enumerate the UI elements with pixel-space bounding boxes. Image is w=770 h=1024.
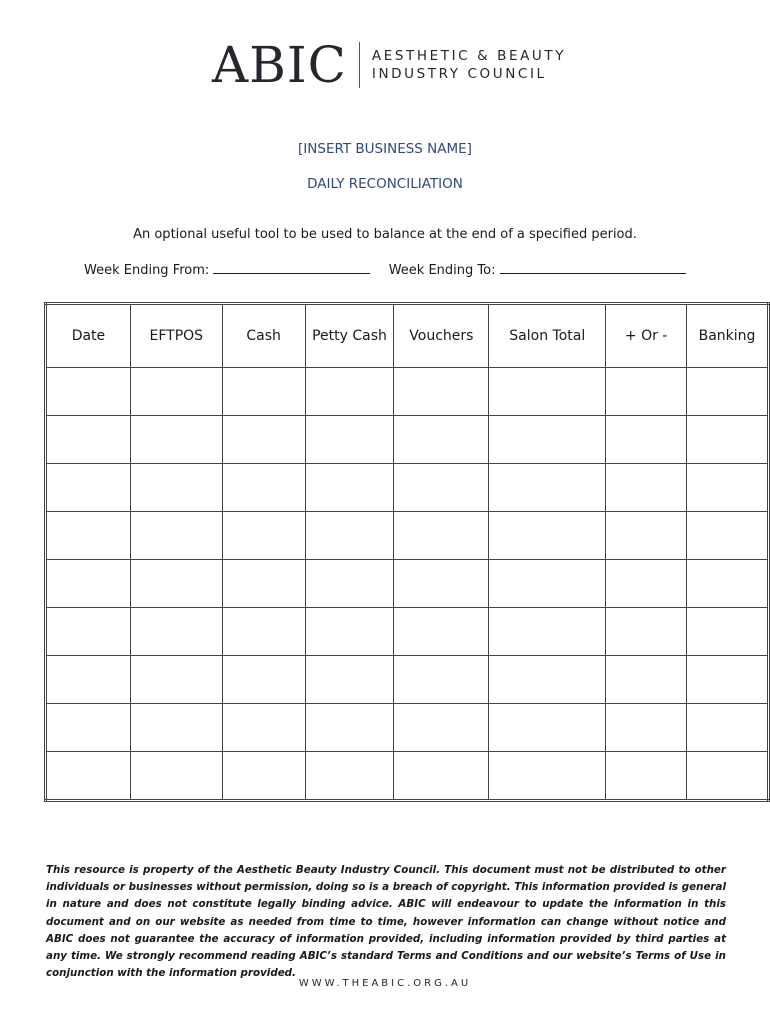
table-cell[interactable]: [687, 656, 769, 704]
table-cell[interactable]: [305, 752, 394, 801]
table-cell[interactable]: [130, 464, 222, 512]
table-cell[interactable]: [46, 656, 131, 704]
week-to-label: Week Ending To:: [388, 263, 496, 278]
week-from-field[interactable]: [213, 261, 370, 274]
table-cell[interactable]: [46, 560, 131, 608]
table-cell[interactable]: [606, 416, 687, 464]
table-cell[interactable]: [394, 752, 489, 801]
table-cell[interactable]: [394, 368, 489, 416]
table-cell[interactable]: [606, 704, 687, 752]
table-cell[interactable]: [606, 560, 687, 608]
document-title: DAILY RECONCILIATION: [307, 176, 463, 192]
table-cell[interactable]: [130, 704, 222, 752]
table-cell[interactable]: [130, 608, 222, 656]
table-cell[interactable]: [606, 464, 687, 512]
table-cell[interactable]: [394, 704, 489, 752]
table-cell[interactable]: [489, 752, 606, 801]
table-cell[interactable]: [489, 704, 606, 752]
table-cell[interactable]: [687, 464, 769, 512]
table-cell[interactable]: [305, 512, 394, 560]
table-cell[interactable]: [606, 752, 687, 801]
table-cell[interactable]: [222, 608, 305, 656]
header-plus-or-minus: + Or -: [606, 304, 687, 368]
table-cell[interactable]: [222, 560, 305, 608]
table-body: [46, 368, 769, 801]
logo-line-2: INDUSTRY COUNCIL: [371, 66, 547, 82]
week-ending-line: [84, 261, 686, 278]
business-name: [INSERT BUSINESS NAME]: [298, 141, 472, 157]
table-cell[interactable]: [305, 608, 394, 656]
table-cell[interactable]: [394, 464, 489, 512]
table-cell[interactable]: [222, 464, 305, 512]
table-cell[interactable]: [222, 416, 305, 464]
table-cell[interactable]: [46, 752, 131, 801]
table-cell[interactable]: [394, 416, 489, 464]
table-cell[interactable]: [222, 656, 305, 704]
table-cell[interactable]: [222, 704, 305, 752]
table-cell[interactable]: [687, 752, 769, 801]
table-row: [46, 608, 769, 656]
table-cell[interactable]: [130, 512, 222, 560]
table-cell[interactable]: [46, 464, 131, 512]
abic-logo: [212, 36, 567, 94]
table-cell[interactable]: [687, 512, 769, 560]
table-cell[interactable]: [46, 368, 131, 416]
week-from-label: Week Ending From:: [84, 263, 210, 278]
table-cell[interactable]: [305, 656, 394, 704]
table-cell[interactable]: [130, 752, 222, 801]
table-cell[interactable]: [606, 608, 687, 656]
website-url[interactable]: WWW.THEABIC.ORG.AU: [298, 978, 472, 989]
table-cell[interactable]: [489, 416, 606, 464]
table-cell[interactable]: [687, 368, 769, 416]
table-cell[interactable]: [46, 416, 131, 464]
table-row: [46, 368, 769, 416]
table-cell[interactable]: [305, 464, 394, 512]
reconciliation-table: [44, 302, 770, 802]
table-row: [46, 512, 769, 560]
header-salon-total: Salon Total: [489, 304, 606, 368]
table-cell[interactable]: [394, 656, 489, 704]
header-petty-cash: Petty Cash: [305, 304, 394, 368]
table-cell[interactable]: [46, 512, 131, 560]
table-cell[interactable]: [394, 608, 489, 656]
header-banking: Banking: [687, 304, 769, 368]
header-cash: Cash: [222, 304, 305, 368]
table-cell[interactable]: [46, 608, 131, 656]
table-cell[interactable]: [489, 512, 606, 560]
table-row: [46, 464, 769, 512]
table-cell[interactable]: [489, 608, 606, 656]
logo-mark: ABIC: [212, 36, 347, 94]
table-cell[interactable]: [687, 608, 769, 656]
header-vouchers: Vouchers: [394, 304, 489, 368]
copyright-disclaimer: This resource is property of the Aesthetic Beauty Industry Council. This document must not be distributed to other individuals or businesses without permission, doing so is a breach of copyright. This information provided is general in nature and does not constitute legally binding advice. ABIC will endeavour to update the information in this document and on our website as needed from time to time, however information can change without notice and ABIC does not guarantee the accuracy of information provided, including information provided by third parties at any time. We strongly recommend reading ABIC’s standard Terms and Conditions and our website’s Terms of Use in conjunction with the information provided.: [46, 864, 726, 980]
table-cell[interactable]: [305, 704, 394, 752]
table-cell[interactable]: [489, 464, 606, 512]
table-cell[interactable]: [130, 656, 222, 704]
table-row: [46, 752, 769, 801]
table-cell[interactable]: [394, 560, 489, 608]
table-header-row: [46, 304, 769, 368]
document-subtitle: An optional useful tool to be used to balance at the end of a specified period.: [133, 227, 637, 242]
logo-subtitle: [372, 47, 566, 83]
table-cell[interactable]: [606, 368, 687, 416]
table-cell[interactable]: [130, 416, 222, 464]
table-row: [46, 704, 769, 752]
table-cell[interactable]: [489, 560, 606, 608]
table-cell[interactable]: [394, 512, 489, 560]
table-cell[interactable]: [606, 512, 687, 560]
table-row: [46, 416, 769, 464]
table-cell[interactable]: [305, 560, 394, 608]
table-cell[interactable]: [46, 704, 131, 752]
table-cell[interactable]: [687, 704, 769, 752]
table-cell[interactable]: [305, 416, 394, 464]
logo-line-1: AESTHETIC & BEAUTY: [371, 48, 567, 64]
table-cell[interactable]: [687, 416, 769, 464]
logo-divider: [359, 42, 360, 88]
table-cell[interactable]: [222, 752, 305, 801]
table-cell[interactable]: [489, 656, 606, 704]
table-cell[interactable]: [130, 560, 222, 608]
table-cell[interactable]: [489, 368, 606, 416]
table-cell[interactable]: [222, 368, 305, 416]
table-row: [46, 560, 769, 608]
week-to-field[interactable]: [500, 261, 686, 274]
header-date: Date: [46, 304, 131, 368]
table-row: [46, 656, 769, 704]
table-cell[interactable]: [606, 656, 687, 704]
header-eftpos: EFTPOS: [130, 304, 222, 368]
table-cell[interactable]: [130, 368, 222, 416]
table-cell[interactable]: [305, 368, 394, 416]
table-cell[interactable]: [222, 512, 305, 560]
table-cell[interactable]: [687, 560, 769, 608]
